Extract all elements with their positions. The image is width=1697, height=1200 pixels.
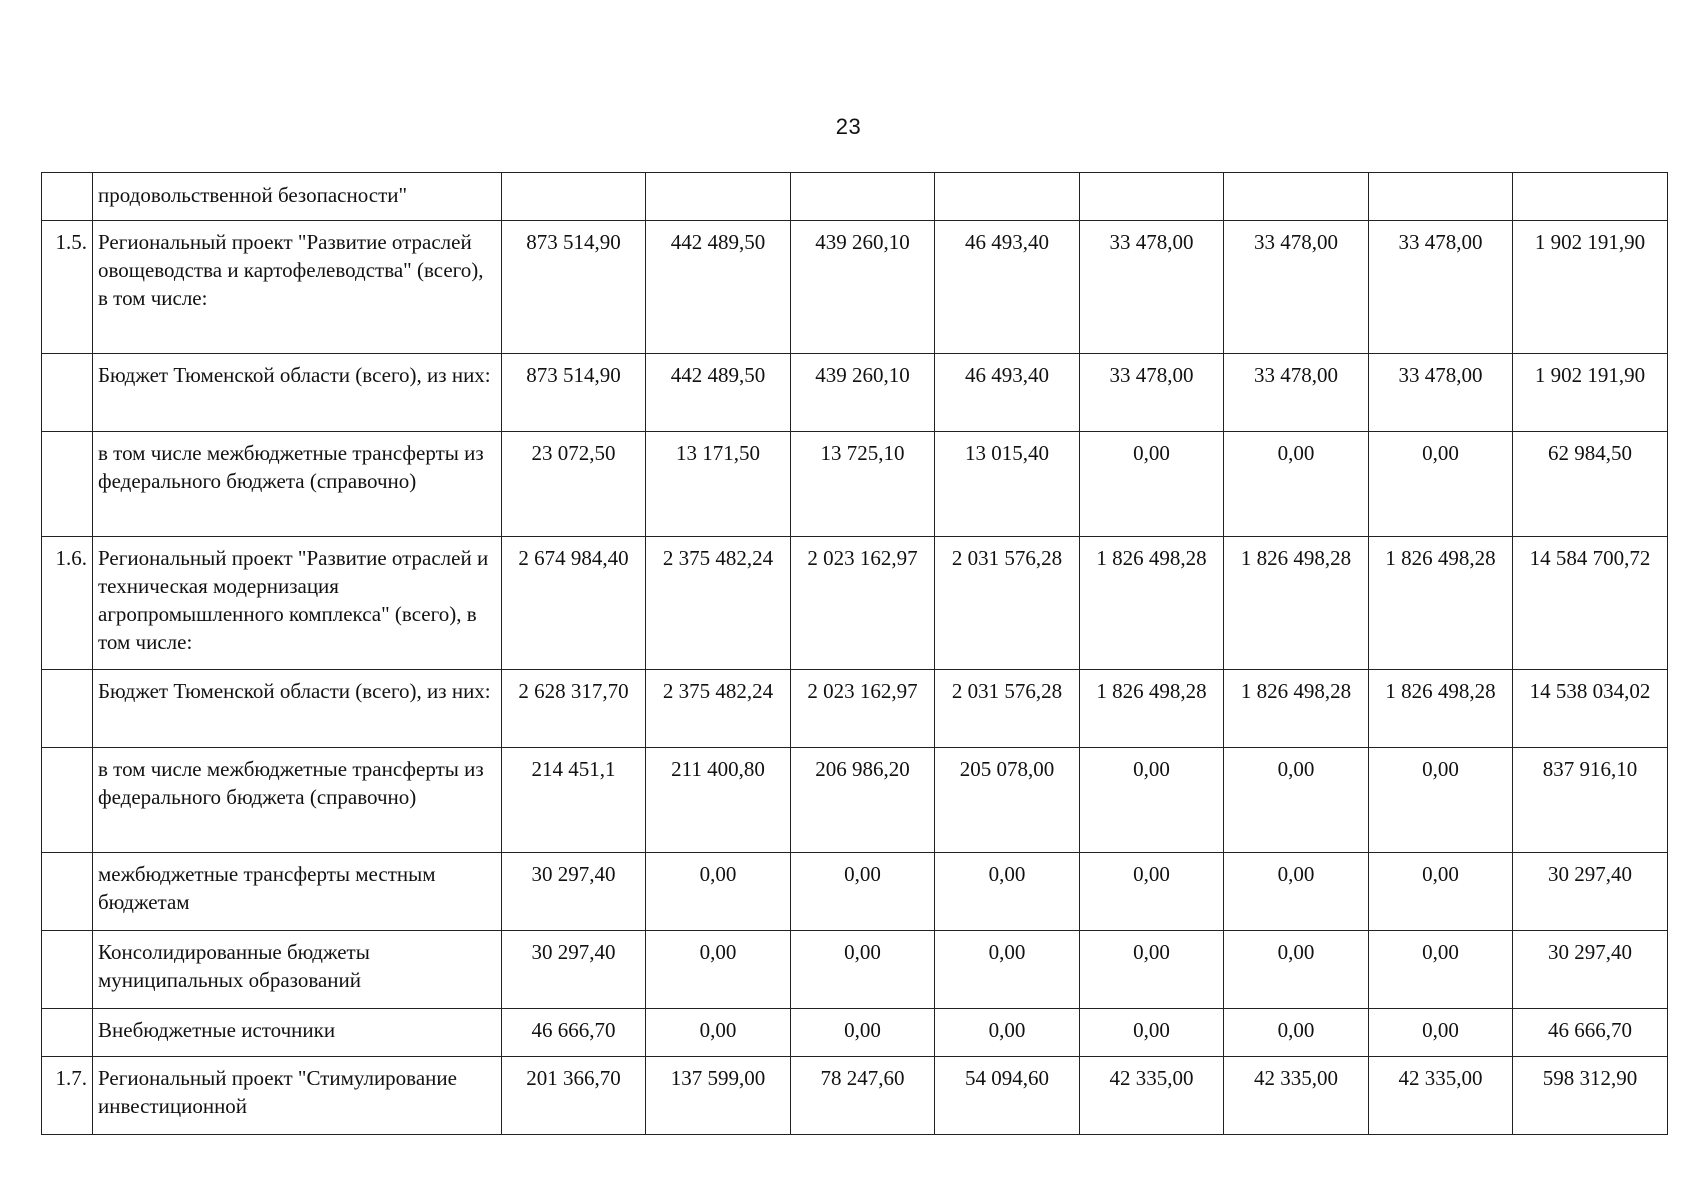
value-cell: 206 986,20 <box>791 748 935 853</box>
table-row <box>42 354 1668 432</box>
value-cell: 54 094,60 <box>935 1057 1080 1135</box>
row-number-cell: 1.5. <box>42 221 93 354</box>
row-number-cell: 1.6. <box>42 537 93 670</box>
value-cell: 2 375 482,24 <box>646 670 791 748</box>
total-value-cell: 30 297,40 <box>1513 853 1668 931</box>
value-cell: 78 247,60 <box>791 1057 935 1135</box>
row-name-cell: в том числе межбюджетные трансферты из федерального бюджета (справочно) <box>93 748 502 853</box>
value-cell: 0,00 <box>1080 748 1224 853</box>
value-cell: 873 514,90 <box>502 221 646 354</box>
row-name-cell: межбюджетные трансферты местным бюджетам <box>93 853 502 931</box>
table-row <box>42 537 1668 670</box>
value-cell: 442 489,50 <box>646 221 791 354</box>
value-cell: 42 335,00 <box>1369 1057 1513 1135</box>
value-cell: 0,00 <box>1224 853 1369 931</box>
value-cell: 201 366,70 <box>502 1057 646 1135</box>
table-row <box>42 853 1668 931</box>
value-cell: 0,00 <box>646 1009 791 1057</box>
value-cell: 0,00 <box>1224 931 1369 1009</box>
value-cell: 0,00 <box>1369 432 1513 537</box>
total-value-cell: 1 902 191,90 <box>1513 354 1668 432</box>
value-cell: 46 493,40 <box>935 221 1080 354</box>
table-row <box>42 931 1668 1009</box>
value-cell: 2 628 317,70 <box>502 670 646 748</box>
value-cell: 137 599,00 <box>646 1057 791 1135</box>
value-cell: 2 031 576,28 <box>935 537 1080 670</box>
row-number-cell <box>42 670 93 748</box>
total-value-cell: 598 312,90 <box>1513 1057 1668 1135</box>
value-cell: 2 674 984,40 <box>502 537 646 670</box>
row-number-cell <box>42 853 93 931</box>
value-cell: 0,00 <box>791 1009 935 1057</box>
value-cell: 0,00 <box>1224 432 1369 537</box>
table-row <box>42 1057 1668 1135</box>
table-row <box>42 432 1668 537</box>
value-cell: 13 725,10 <box>791 432 935 537</box>
value-cell: 439 260,10 <box>791 354 935 432</box>
value-cell: 0,00 <box>1080 931 1224 1009</box>
row-name-cell: Региональный проект "Развитие отраслей и техническая модернизация агропромышленного комплекса" (всего), в том числе: <box>93 537 502 670</box>
total-value-cell: 14 584 700,72 <box>1513 537 1668 670</box>
value-cell <box>935 173 1080 221</box>
value-cell: 42 335,00 <box>1224 1057 1369 1135</box>
total-value-cell: 30 297,40 <box>1513 931 1668 1009</box>
value-cell: 0,00 <box>1080 1009 1224 1057</box>
row-name-cell: продовольственной безопасности" <box>93 173 502 221</box>
value-cell: 0,00 <box>935 1009 1080 1057</box>
row-number-cell <box>42 432 93 537</box>
table-row <box>42 173 1668 221</box>
value-cell: 30 297,40 <box>502 853 646 931</box>
value-cell: 1 826 498,28 <box>1080 670 1224 748</box>
value-cell: 1 826 498,28 <box>1369 670 1513 748</box>
value-cell: 211 400,80 <box>646 748 791 853</box>
page-number: 23 <box>835 114 862 139</box>
value-cell: 1 826 498,28 <box>1369 537 1513 670</box>
value-cell: 33 478,00 <box>1224 354 1369 432</box>
value-cell: 873 514,90 <box>502 354 646 432</box>
table-row <box>42 748 1668 853</box>
value-cell: 33 478,00 <box>1369 221 1513 354</box>
row-name-cell: Консолидированные бюджеты муниципальных образований <box>93 931 502 1009</box>
value-cell: 0,00 <box>646 931 791 1009</box>
value-cell <box>502 173 646 221</box>
value-cell: 46 493,40 <box>935 354 1080 432</box>
value-cell: 0,00 <box>791 853 935 931</box>
row-name-cell: Региональный проект "Стимулирование инвестиционной <box>93 1057 502 1135</box>
value-cell: 0,00 <box>1080 432 1224 537</box>
row-number-cell <box>42 1009 93 1057</box>
row-number-cell <box>42 748 93 853</box>
row-number-cell: 1.7. <box>42 1057 93 1135</box>
value-cell: 442 489,50 <box>646 354 791 432</box>
total-value-cell: 837 916,10 <box>1513 748 1668 853</box>
value-cell: 33 478,00 <box>1224 221 1369 354</box>
value-cell: 0,00 <box>646 853 791 931</box>
value-cell <box>1369 173 1513 221</box>
total-value-cell: 62 984,50 <box>1513 432 1668 537</box>
value-cell: 23 072,50 <box>502 432 646 537</box>
total-value-cell: 1 902 191,90 <box>1513 221 1668 354</box>
value-cell: 205 078,00 <box>935 748 1080 853</box>
value-cell <box>791 173 935 221</box>
budget-table <box>41 172 1668 1135</box>
row-name-cell: Региональный проект "Развитие отраслей овощеводства и картофелеводства" (всего), в том числе: <box>93 221 502 354</box>
value-cell: 2 375 482,24 <box>646 537 791 670</box>
row-number-cell <box>42 354 93 432</box>
value-cell <box>1224 173 1369 221</box>
value-cell: 46 666,70 <box>502 1009 646 1057</box>
value-cell: 0,00 <box>1224 1009 1369 1057</box>
total-value-cell: 14 538 034,02 <box>1513 670 1668 748</box>
value-cell: 439 260,10 <box>791 221 935 354</box>
value-cell: 0,00 <box>935 853 1080 931</box>
row-name-cell: Бюджет Тюменской области (всего), из них: <box>93 670 502 748</box>
value-cell: 42 335,00 <box>1080 1057 1224 1135</box>
table-row <box>42 1009 1668 1057</box>
value-cell <box>1080 173 1224 221</box>
row-name-cell: в том числе межбюджетные трансферты из федерального бюджета (справочно) <box>93 432 502 537</box>
table-row <box>42 221 1668 354</box>
value-cell: 1 826 498,28 <box>1224 670 1369 748</box>
value-cell: 13 015,40 <box>935 432 1080 537</box>
value-cell: 33 478,00 <box>1080 221 1224 354</box>
total-value-cell <box>1513 173 1668 221</box>
value-cell: 2 023 162,97 <box>791 537 935 670</box>
value-cell: 214 451,1 <box>502 748 646 853</box>
row-number-cell <box>42 173 93 221</box>
value-cell: 1 826 498,28 <box>1224 537 1369 670</box>
value-cell <box>646 173 791 221</box>
value-cell: 2 031 576,28 <box>935 670 1080 748</box>
row-name-cell: Внебюджетные источники <box>93 1009 502 1057</box>
value-cell: 13 171,50 <box>646 432 791 537</box>
value-cell: 30 297,40 <box>502 931 646 1009</box>
table-row <box>42 670 1668 748</box>
value-cell: 0,00 <box>1224 748 1369 853</box>
value-cell: 2 023 162,97 <box>791 670 935 748</box>
value-cell: 0,00 <box>1369 931 1513 1009</box>
value-cell: 0,00 <box>1369 1009 1513 1057</box>
value-cell: 0,00 <box>1369 853 1513 931</box>
value-cell: 0,00 <box>935 931 1080 1009</box>
value-cell: 0,00 <box>1369 748 1513 853</box>
row-name-cell: Бюджет Тюменской области (всего), из них: <box>93 354 502 432</box>
value-cell: 33 478,00 <box>1080 354 1224 432</box>
row-number-cell <box>42 931 93 1009</box>
value-cell: 1 826 498,28 <box>1080 537 1224 670</box>
value-cell: 0,00 <box>1080 853 1224 931</box>
value-cell: 33 478,00 <box>1369 354 1513 432</box>
value-cell: 0,00 <box>791 931 935 1009</box>
total-value-cell: 46 666,70 <box>1513 1009 1668 1057</box>
